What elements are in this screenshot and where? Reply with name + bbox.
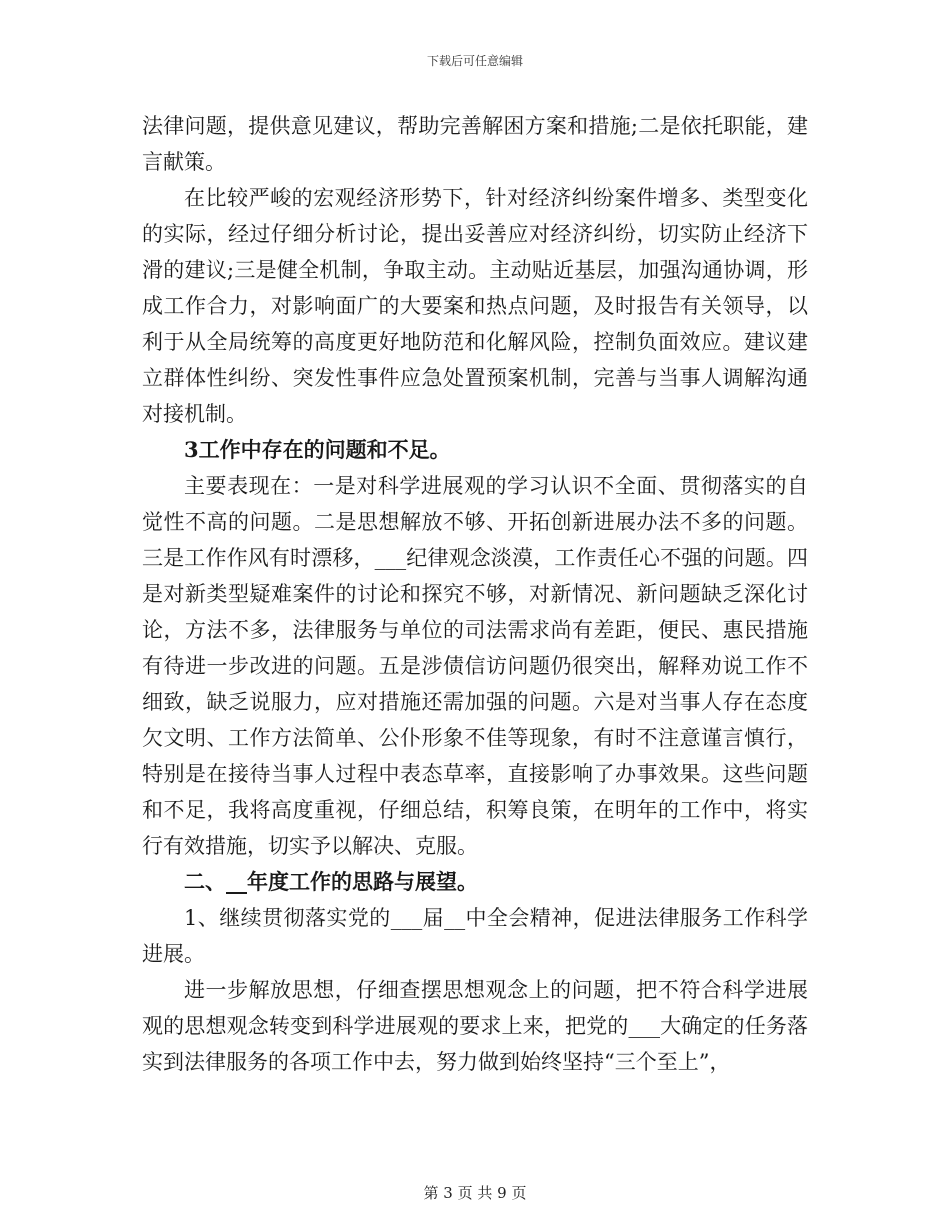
document-body: [142, 108, 808, 1080]
paragraph: 在比较严峻的宏观经济形势下，针对经济纠纷案件增多、类型变化的实际，经过仔细分析讨论，提出妥善应对经济纠纷，切实防止经济下滑的建议;三是健全机制，争取主动。主动贴近基层，加强沟通协调，形成工作合力，对影响面广的大要案和热点问题，及时报告有关领导，以利于从全局统筹的高度更好地防范和化解风险，控制负面效应。建议建立群体性纠纷、突发性事件应急处置预案机制，完善与当事人调解沟通对接机制。: [142, 186, 808, 426]
section-heading: 3工作中存在的问题和不足。: [184, 437, 451, 462]
paragraph: 法律问题，提供意见建议，帮助完善解困方案和措施;二是依托职能，建言献策。: [142, 114, 808, 174]
section-heading: 二、__年度工作的思路与展望。: [184, 869, 478, 894]
page-number: 第 3 页 共 9 页: [423, 1184, 527, 1202]
paragraph: 1、继续贯彻落实党的___届__中全会精神，促进法律服务工作科学进展。: [142, 906, 808, 966]
page-header: 下载后可任意编辑: [426, 54, 523, 68]
paragraph: 主要表现在：一是对科学进展观的学习认识不全面、贯彻落实的自觉性不高的问题。二是思想解放不够、开拓创新进展办法不多的问题。三是工作作风有时漂移，___纪律观念淡漠，工作责任心不强的问题。四是对新类型疑难案件的讨论和探究不够，对新情况、新问题缺乏深化讨论，方法不多，法律服务与单位的司法需求尚有差距，便民、惠民措施有待进一步改进的问题。五是涉债信访问题仍很突出，解释劝说工作不细致，缺乏说服力，应对措施还需加强的问题。六是对当事人存在态度欠文明、工作方法简单、公仆形象不佳等现象，有时不注意谨言慎行，特别是在接待当事人过程中表态草率，直接影响了办事效果。这些问题和不足，我将高度重视，仔细总结，积筹良策，在明年的工作中，将实行有效措施，切实予以解决、克服。: [142, 474, 808, 858]
paragraph: 进一步解放思想，仔细查摆思想观念上的问题，把不符合科学进展观的思想观念转变到科学进展观的要求上来，把党的___大确定的任务落实到法律服务的各项工作中去，努力做到始终坚持“三个至上”，: [142, 978, 808, 1074]
